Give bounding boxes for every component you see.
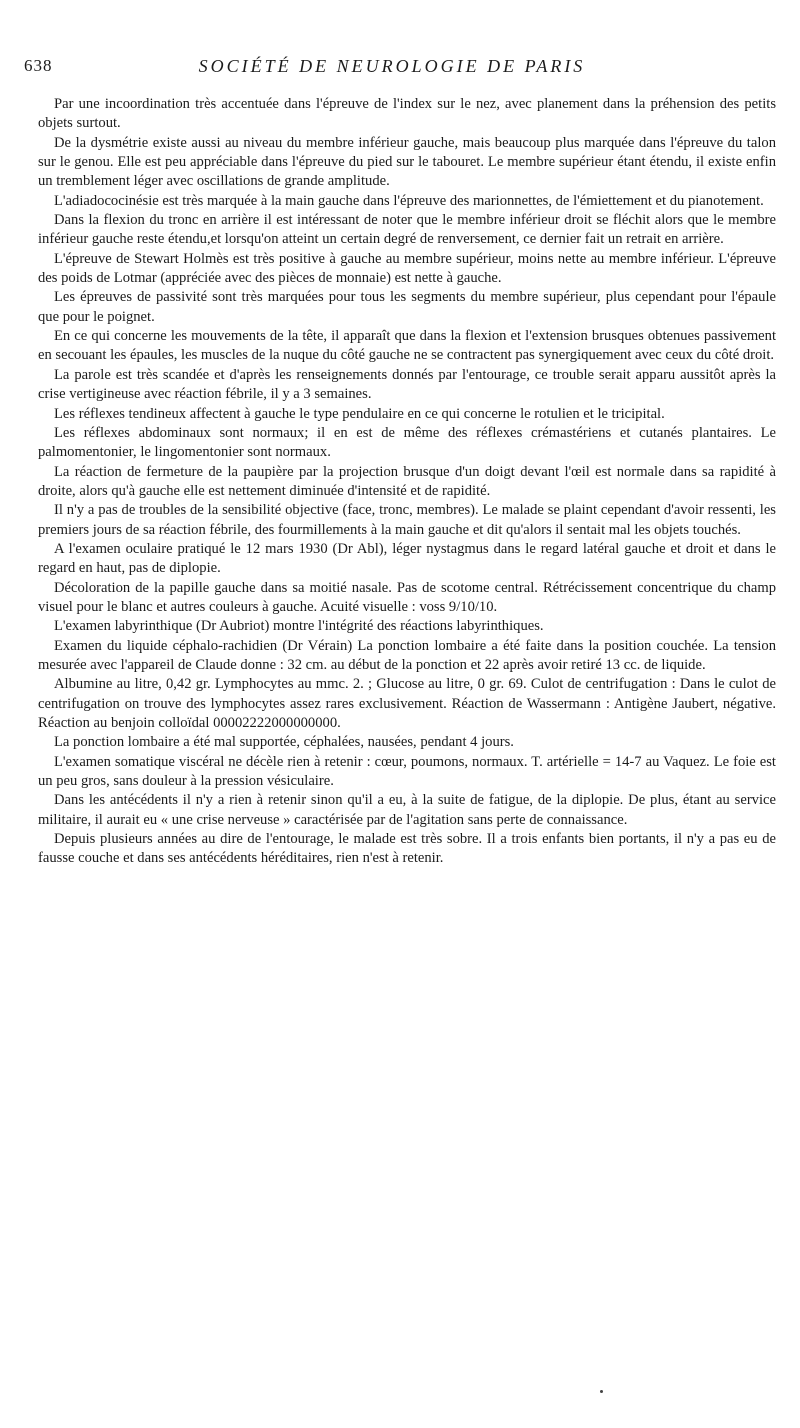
paragraph: Depuis plusieurs années au dire de l'entourage, le malade est très sobre. Il a trois enfants bien portants, il n'y a pas eu de fausse couche et dans ses antécédents héréditaires, rien n'est à retenir. [38, 831, 776, 867]
paragraph: Les épreuves de passivité sont très marquées pour tous les segments du membre supérieur, plus cependant pour l'épaule que pour le poignet. [38, 289, 776, 325]
paragraph: A l'examen oculaire pratiqué le 12 mars 1930 (Dr Abl), léger nystagmus dans le regard latéral gauche et droit et dans le regard en haut, pas de diplopie. [38, 540, 776, 577]
paragraph: Examen du liquide céphalo-rachidien (Dr Vérain) La ponction lombaire a été faite dans la position couchée. La tension mesurée avec l'appareil de Claude donne : 32 cm. au début de la ponction et 22 après avoir retiré 13 cc. de liquide. [38, 637, 776, 673]
paragraph: La réaction de fermeture de la paupière par la projection brusque d'un doigt devant l'œil est normale dans sa rapidité à droite, alors qu'à gauche elle est nettement diminuée d'intensité et de rapidité. [38, 463, 776, 499]
paragraph: L'épreuve de Stewart Holmès est très positive à gauche au membre supérieur, moins nette au membre inférieur. L'épreuve des poids de Lotmar (appréciée avec des pièces de monnaie) est nette à gauche. [38, 250, 776, 287]
paragraph: Par une incoordination très accentuée dans l'épreuve de l'index sur le nez, avec planement dans la préhension des petits objets surtout. [38, 96, 776, 132]
page-number: 638 [24, 56, 53, 75]
paragraph: Il n'y a pas de troubles de la sensibilité objective (face, tronc, membres). Le malade se plaint cependant d'avoir ressenti, les premiers jours de sa réaction fébrile, des fourmillements à la main gauche et dit qu'alors il sentait mal les objets touchés. [38, 502, 776, 538]
page-header [24, 56, 760, 80]
paragraph: Décoloration de la papille gauche dans sa moitié nasale. Pas de scotome central. Rétrécissement concentrique du champ visuel pour le blanc et autres couleurs à gauche. Acuité visuelle : voss 9/10/10. [38, 579, 776, 615]
paragraph: L'examen somatique viscéral ne décèle rien à retenir : cœur, poumons, normaux. T. artérielle = 14-7 au Vaquez. Le foie est un peu gros, sans douleur à la pression vésiculaire. [38, 753, 776, 790]
paragraph: Les réflexes tendineux affectent à gauche le type pendulaire en ce qui concerne le rotulien et le tricipital. [54, 405, 665, 422]
paragraph: Albumine au litre, 0,42 gr. Lymphocytes au mmc. 2. ; Glucose au litre, 0 gr. 69. Culot de centrifugation : Dans le culot de centrifugation on trouve des lymphocytes assez rares exclusivement. Réaction de Wassermann : Antigène Jaubert, négative. Réaction au benjoin colloïdal 00002222000000000. [38, 676, 776, 731]
running-title: SOCIÉTÉ DE NEUROLOGIE DE PARIS [198, 56, 586, 76]
paragraph: La ponction lombaire a été mal supportée, céphalées, nausées, pendant 4 jours. [54, 734, 514, 751]
paragraph: Dans la flexion du tronc en arrière il est intéressant de noter que le membre inférieur droit se fléchit alors que le membre inférieur gauche reste étendu,et lorsqu'on atteint un certain degré de renversement, ce dernier fait un retrait en arrière. [38, 212, 776, 248]
paragraph: De la dysmétrie existe aussi au niveau du membre inférieur gauche, mais beaucoup plus marquée dans l'épreuve du talon sur le genou. Elle est peu appréciable dans l'épreuve du pied sur le tabouret. Le membre supérieur étant étendu, il existe enfin un tremblement léger avec oscillations de grande amplitude. [38, 134, 776, 190]
ink-speck [600, 1390, 603, 1393]
paragraph: Dans les antécédents il n'y a rien à retenir sinon qu'il a eu, à la suite de fatigue, de la diplopie. De plus, étant au service militaire, il aurait eu « une crise nerveuse » caractérisée par de l'agitation sans perte de connaissance. [38, 792, 776, 828]
paragraph: En ce qui concerne les mouvements de la tête, il apparaît que dans la flexion et l'extension brusques obtenues passivement en secouant les épaules, les muscles de la nuque du côté gauche ne se contractent pas synergiquement avec ceux du côté droit. [38, 328, 776, 364]
paragraph: L'examen labyrinthique (Dr Aubriot) montre l'intégrité des réactions labyrinthiques. [54, 618, 544, 635]
body-text [38, 95, 776, 869]
paragraph: La parole est très scandée et d'après les renseignements donnés par l'entourage, ce trouble serait apparu aussitôt après la crise vertigineuse avec réaction fébrile, il y a 3 semaines. [38, 366, 776, 403]
paragraph: Les réflexes abdominaux sont normaux; il en est de même des réflexes crémastériens et cutanés plantaires. Le palmomentonier, le lingomentonier sont normaux. [38, 424, 776, 461]
paragraph: L'adiadococinésie est très marquée à la main gauche dans l'épreuve des marionnettes, de l'émiettement et du pianotement. [54, 192, 764, 209]
